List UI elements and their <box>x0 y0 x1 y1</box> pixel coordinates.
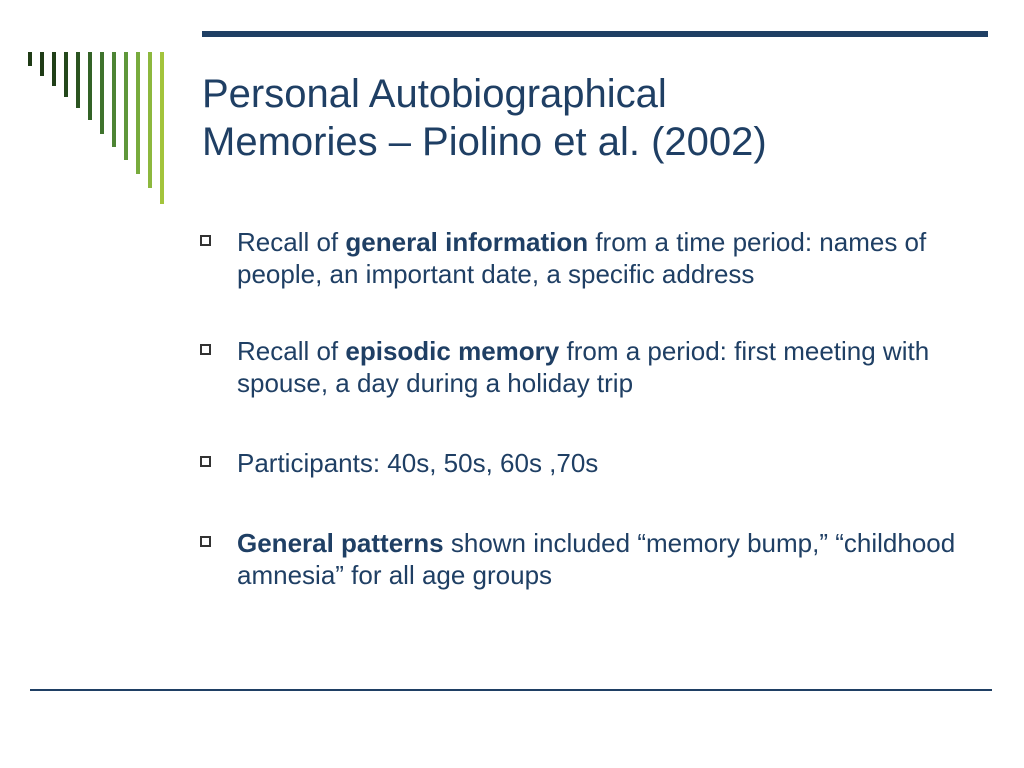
stripe <box>136 52 140 174</box>
stripe <box>76 52 80 108</box>
stripe <box>124 52 128 160</box>
stripe <box>100 52 104 134</box>
slide-title <box>202 70 992 166</box>
bullet-item <box>200 335 990 399</box>
stripe <box>148 52 152 188</box>
bullet-text: Recall of episodic memory from a period: first meeting with spouse, a day during a holiday trip <box>237 336 930 398</box>
bullet-text: General patterns shown included “memory bump,” “childhood amnesia” for all age groups <box>237 528 956 590</box>
bottom-divider <box>30 689 992 691</box>
stripe <box>52 52 56 86</box>
hollow-square-bullet-icon <box>200 344 211 355</box>
hollow-square-bullet-icon <box>200 235 211 246</box>
title-line-2: Memories – Piolino et al. (2002) <box>202 120 767 164</box>
bullet-item <box>200 226 990 290</box>
bullet-list <box>200 226 990 591</box>
bullet-text: Recall of general information from a time period: names of people, an important date, a specific address <box>237 227 927 289</box>
stripe <box>28 52 32 66</box>
title-line-1: Personal Autobiographical <box>202 72 667 116</box>
bullet-item <box>200 447 990 479</box>
top-divider <box>202 31 988 37</box>
stripe <box>112 52 116 147</box>
stripe <box>88 52 92 120</box>
bullet-text: Participants: 40s, 50s, 60s ,70s <box>237 448 599 478</box>
stripe <box>160 52 164 204</box>
decorative-stripes <box>0 0 170 210</box>
hollow-square-bullet-icon <box>200 536 211 547</box>
stripe <box>40 52 44 76</box>
hollow-square-bullet-icon <box>200 456 211 467</box>
stripe <box>64 52 68 97</box>
bullet-item <box>200 527 990 591</box>
